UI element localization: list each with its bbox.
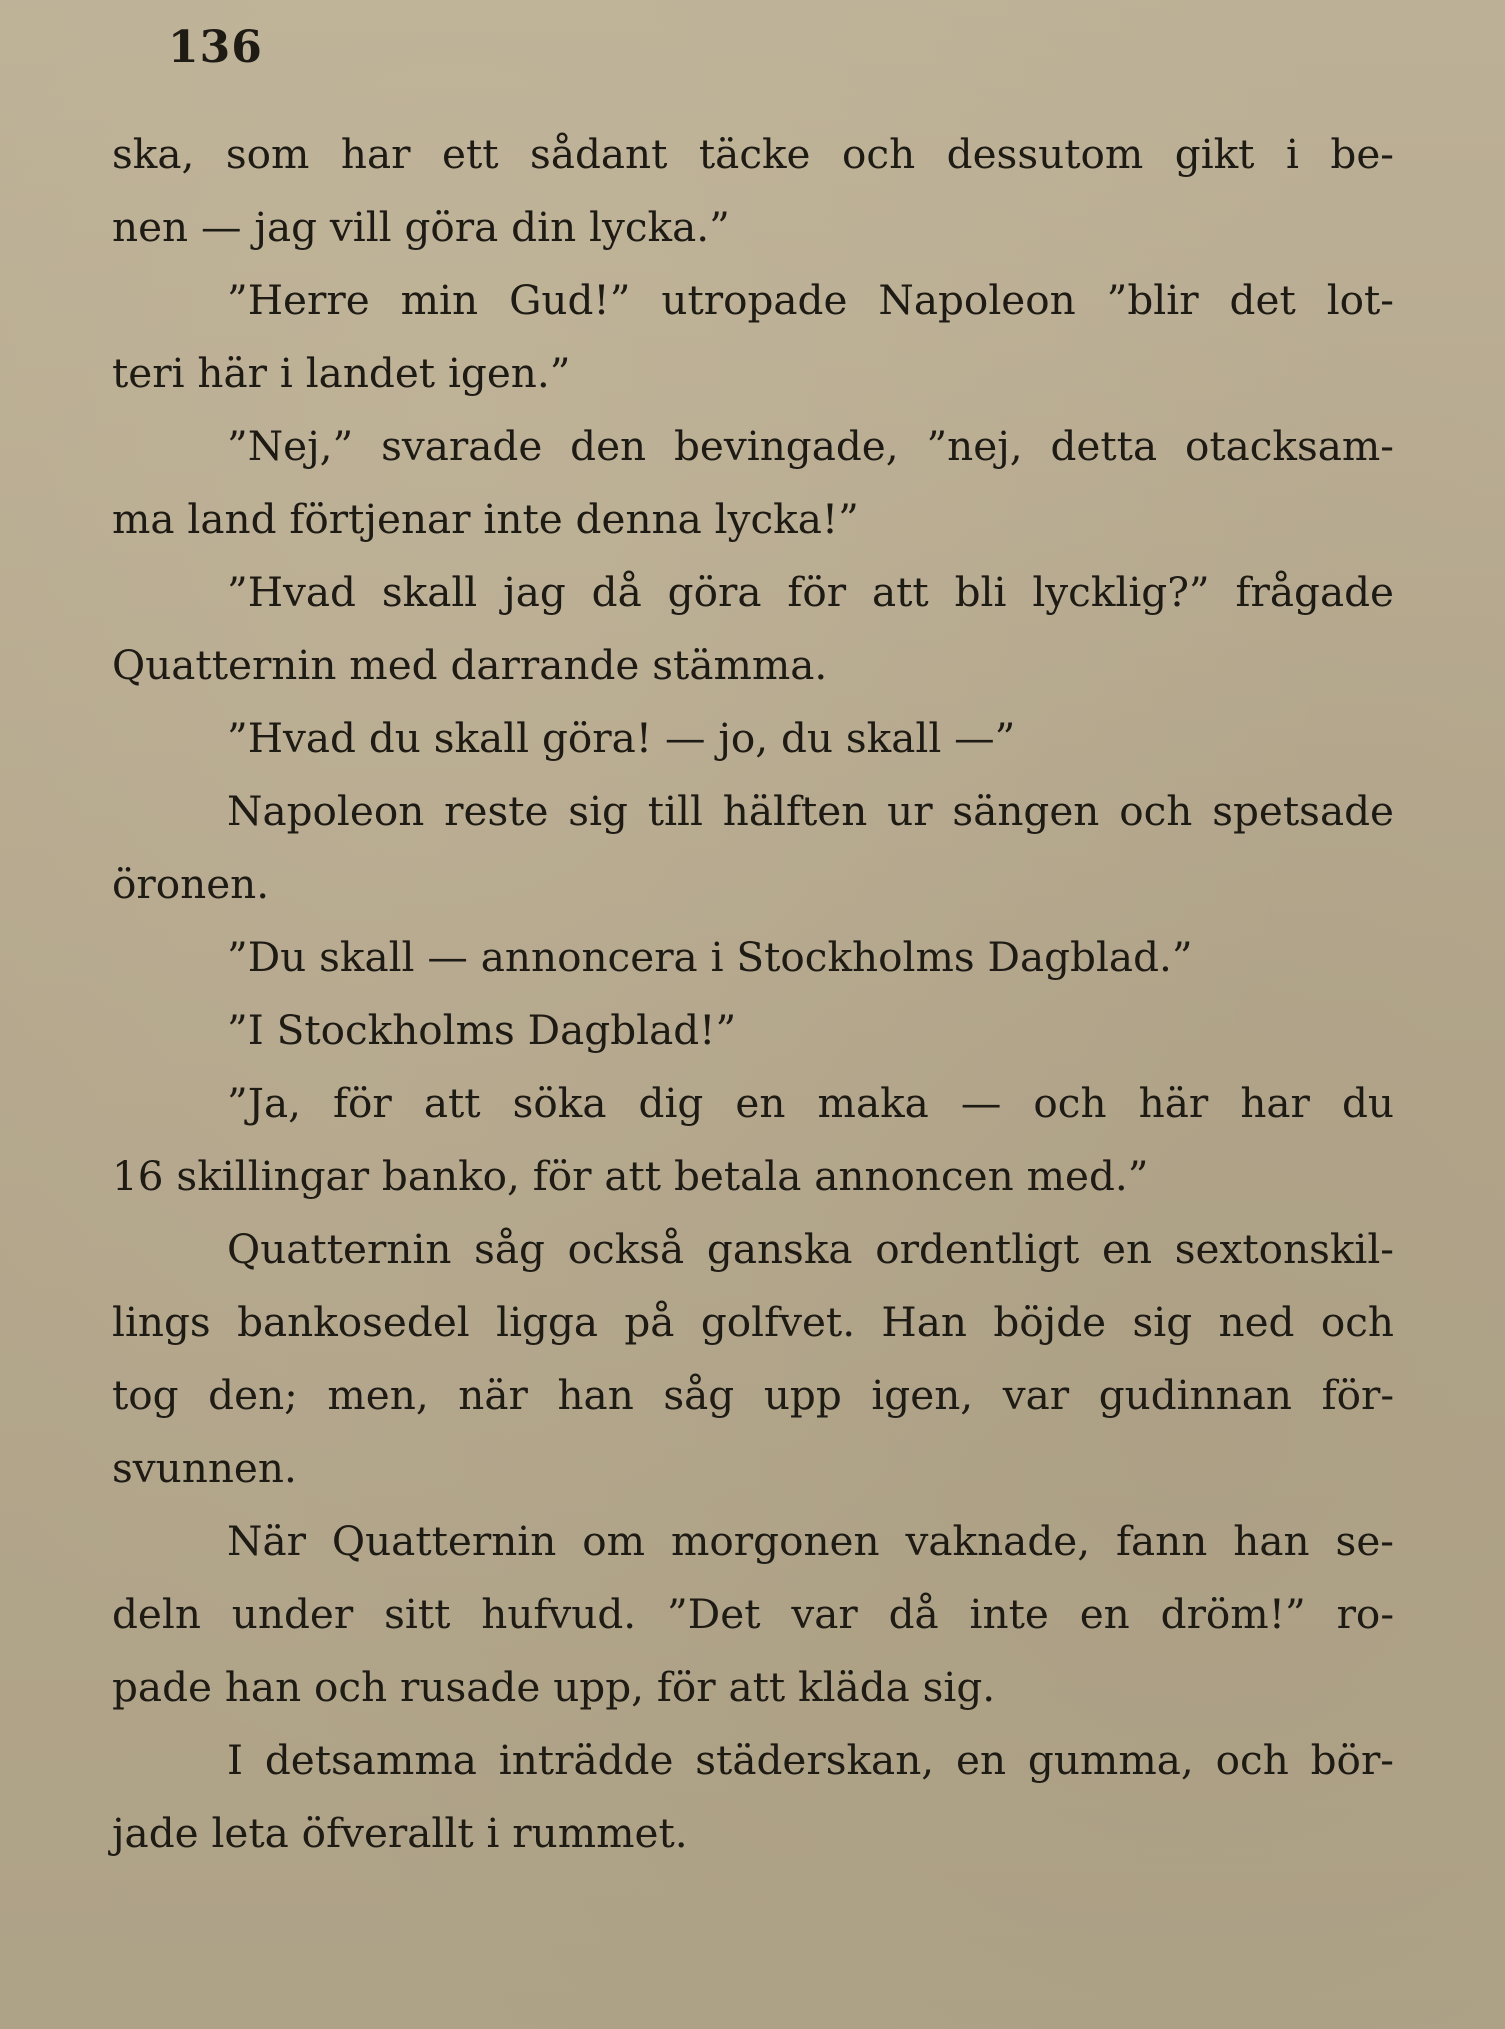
text-line: ”Nej,” svarade den bevingade, ”nej, detta otacksam- [227,422,1394,470]
text-line: ”Hvad skall jag då göra för att bli lycklig?” frågade [227,568,1394,616]
text-line: teri här i landet igen.” [112,349,571,397]
text-line: öronen. [112,860,270,908]
text-line: 16 skillingar banko, för att betala annoncen med.” [112,1152,1149,1200]
text-line: tog den; men, när han såg upp igen, var gudinnan för- [112,1371,1394,1419]
text-line: ”I Stockholms Dagblad!” [227,1006,737,1054]
text-line: deln under sitt hufvud. ”Det var då inte en dröm!” ro- [112,1590,1394,1638]
text-line: nen — jag vill göra din lycka.” [112,203,730,251]
text-line: ”Herre min Gud!” utropade Napoleon ”blir det lot- [227,276,1394,324]
text-line: ma land förtjenar inte denna lycka!” [112,495,859,543]
text-line: Napoleon reste sig till hälften ur sängen och spetsade [227,787,1394,835]
text-line: Quatternin med darrande stämma. [112,641,828,689]
text-line: ”Ja, för att söka dig en maka — och här har du [227,1079,1394,1127]
text-line: ”Du skall — annoncera i Stockholms Dagblad.” [227,933,1193,981]
text-line: När Quatternin om morgonen vaknade, fann han se- [227,1517,1394,1565]
text-line: Quatternin såg också ganska ordentligt en sextonskil- [227,1225,1394,1273]
text-line: pade han och rusade upp, för att kläda sig. [112,1663,996,1711]
text-line: I detsamma inträdde städerskan, en gumma, och bör- [227,1736,1394,1784]
text-line: lings bankosedel ligga på golfvet. Han böjde sig ned och [112,1298,1394,1346]
body-text [112,118,1394,1870]
text-line: jade leta öfverallt i rummet. [112,1809,688,1857]
page-number: 136 [168,22,263,73]
text-line: ”Hvad du skall göra! — jo, du skall —” [227,714,1016,762]
text-line: ska, som har ett sådant täcke och dessutom gikt i be- [112,130,1394,178]
text-line: svunnen. [112,1444,297,1492]
